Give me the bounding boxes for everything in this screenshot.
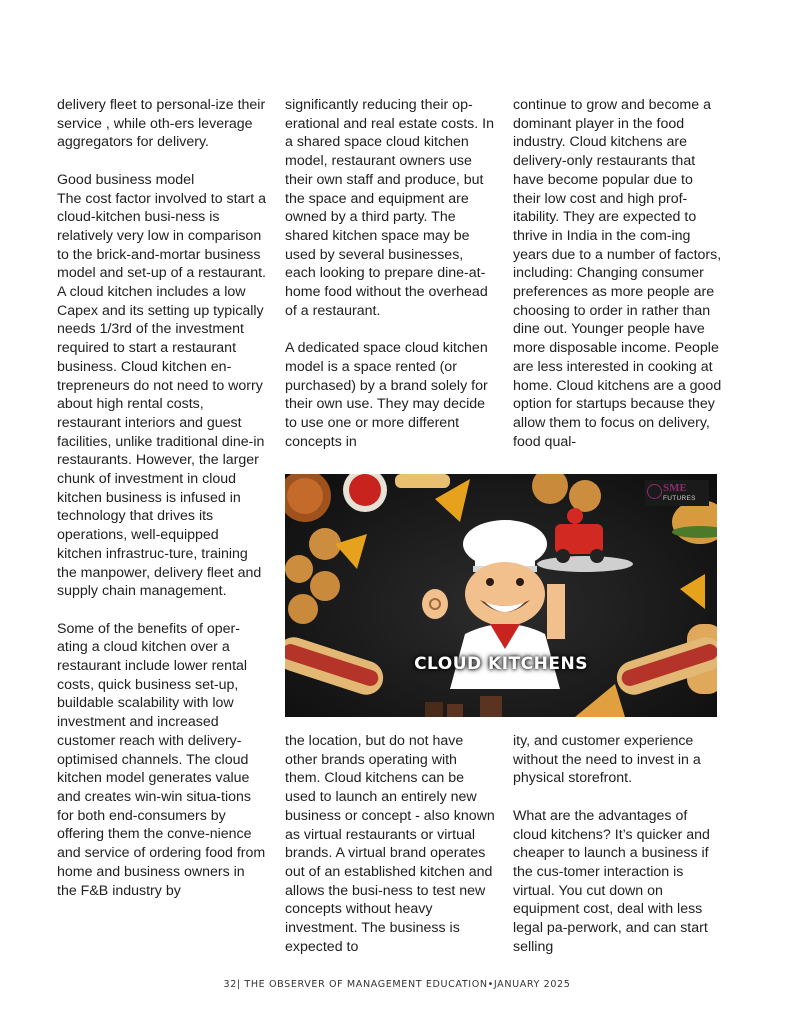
paragraph: delivery fleet to personal-ize their service , while oth-ers leverage aggregators for delivery. (57, 97, 266, 151)
column-3-lower (513, 732, 723, 956)
paragraph: ity, and customer experience without the need to invest in a physical storefront. (513, 733, 701, 787)
image-title: CLOUD KITCHENS (414, 654, 588, 674)
paragraph: the location, but do not have other brands operating with them. Cloud kitchens can be used to launch an entirely new business or concept - also known as virtual restaurants or virtual brands. A virtual brand operates out of an established kitchen and allows the busi-ness to test new concepts without heavy investment. The business is expected to (285, 733, 495, 955)
logo-text-top: SME (663, 482, 687, 494)
column-2-lower (285, 732, 495, 956)
paragraph (513, 807, 723, 957)
logo-mark-icon (647, 484, 662, 499)
paragraph-body: It’s quicker and cheaper to launch a business if the cus-tomer interaction is virtual. You cut down on equipment cost, deal with less legal pa-perwork, and can start selling (513, 826, 710, 955)
image-subtitle: IN INDIA (480, 677, 522, 687)
column-3-upper (513, 96, 723, 451)
column-1 (57, 96, 267, 900)
paragraph-body: The cost factor involved to start a cloud-kitchen busi-ness is relatively very low in comparison to the brick-and-mortar business model and set-up of a restaurant. A cloud kitchen includes a low Capex and its setting up typically needs 1/3rd of the investment required to start a restaurant business. Cloud kitchen en-trepreneurs do not need to worry about high rental costs, restaurant interiors and guest facilities, unlike traditional dine-in restaurants. However, the larger chunk of investment in cloud kitchen business is infused in technology that drives its operations, well-equipped kitchen infrastruc-ture, training the manpower, delivery fleet and supply chain management. (57, 190, 266, 600)
paragraph: continue to grow and become a dominant player in the food industry. Cloud kitchens are delivery-only restaurants that have become popular due to their low cost and high prof-itability. They are expected to thrive in India in the com-ing years due to a number of factors, including: Changing consumer preferences as more people are choosing to order in rather than dine out. Younger people have more disposable income. People are less interested in cooking at home. Cloud kitchens are a good option for startups because they allow them to focus on delivery, food qual- (513, 97, 722, 450)
paragraph: significantly reducing their op-erational and real estate costs. In a shared space cloud kitchen model, restaurant owners use their own staff and produce, but the space and equipment are owned by a third party. The shared kitchen space may be used by several businesses, each looking to prepare dine-at-home food without the overhead of a restaurant. (285, 97, 494, 319)
paragraph (57, 171, 267, 601)
column-2-upper (285, 96, 495, 451)
section-heading: What are the advantages of cloud kitchens? (513, 807, 688, 843)
cloud-kitchens-illustration (285, 474, 717, 717)
sme-futures-logo (645, 480, 709, 506)
section-heading: Good business model (57, 171, 195, 188)
page-footer: 32| THE OBSERVER OF MANAGEMENT EDUCATION•JANUARY 2025 (223, 979, 571, 990)
logo-text-bottom: FUTURES (663, 495, 696, 502)
paragraph: A dedicated space cloud kitchen model is a space rented (or purchased) by a brand solely for their own use. They may decide to use one or more different concepts in (285, 340, 488, 450)
paragraph: Some of the benefits of oper-ating a cloud kitchen over a restaurant include lower rental costs, quick business set-up, buildable scalability with low investment and increased customer reach with delivery-optimised channels. The cloud kitchen model generates value and creates win-win situa-tions for both end-consumers by offering them the conve-nience and service of ordering food from home and business owners in the F&B industry by (57, 620, 266, 899)
